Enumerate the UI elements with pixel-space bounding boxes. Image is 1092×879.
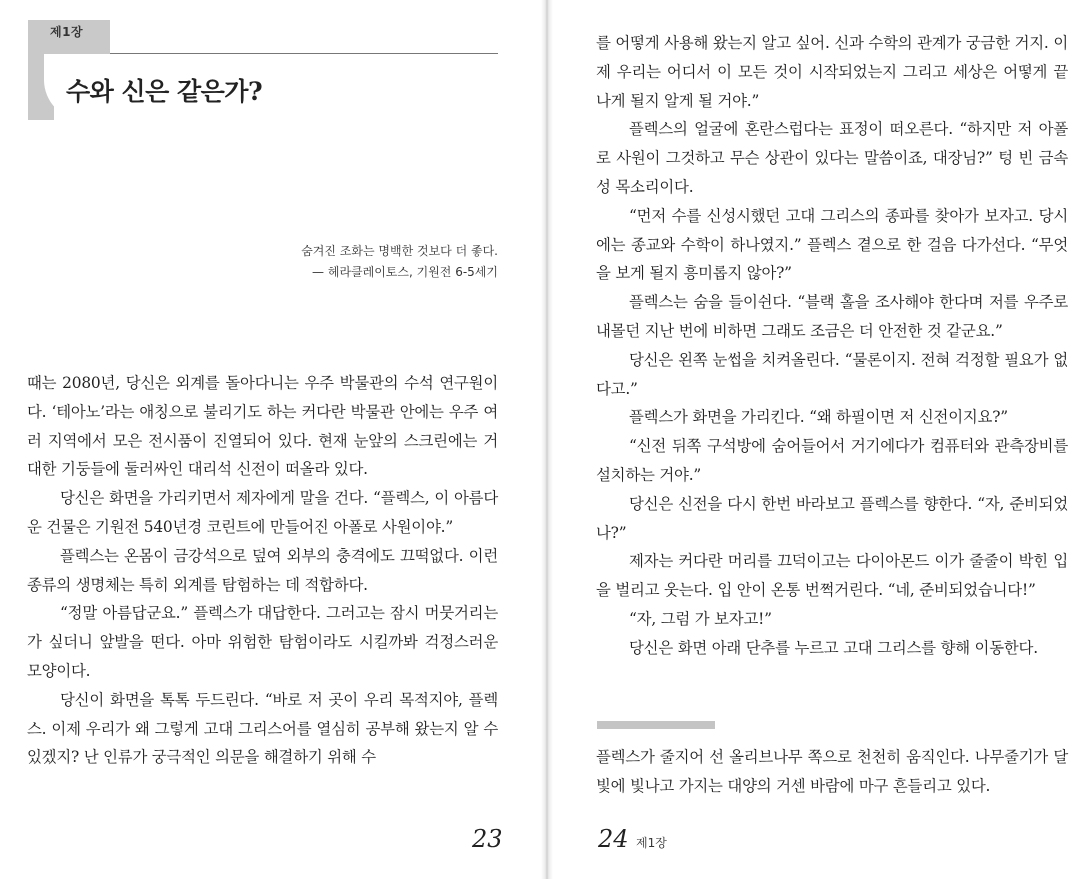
paragraph: “자, 그럼 가 보자고!” bbox=[629, 609, 772, 628]
paragraph: 플렉스가 화면을 가리킨다. “왜 하필이면 저 신전이지요?” bbox=[629, 408, 1008, 427]
running-head: 제1장 bbox=[636, 836, 667, 850]
chapter-label: 제1장 bbox=[50, 25, 84, 39]
paragraph: 플렉스는 온몸이 금강석으로 덮여 외부의 충격에도 끄떡없다. 이런 종류의 생명체는 특히 외계를 탐험하는 데 적합하다. bbox=[27, 546, 498, 594]
left-body-text bbox=[27, 369, 498, 772]
paragraph: 당신은 왼쪽 눈썹을 치켜올린다. “물론이지. 전혀 걱정할 필요가 없다고.” bbox=[596, 350, 1068, 398]
epigraph-quote: 숨겨진 조화는 명백한 것보다 더 좋다. bbox=[301, 244, 498, 258]
right-body-text-section2 bbox=[596, 743, 1068, 801]
left-page bbox=[0, 0, 541, 879]
paragraph: 당신이 화면을 톡톡 두드린다. “바로 저 곳이 우리 목적지야, 플렉스. 이제 우리가 왜 그렇게 고대 그리스어를 열심히 공부해 왔는지 알 수 있겠지? 난 인류가 궁극적인 의문을 해결하기 위해 수 bbox=[27, 690, 498, 767]
paragraph: 당신은 화면 아래 단추를 누르고 고대 그리스를 향해 이동한다. bbox=[629, 638, 1038, 657]
paragraph: 당신은 화면을 가리키면서 제자에게 말을 건다. “플렉스, 이 아름다운 건물은 기원전 540년경 코린트에 만들어진 아폴로 사원이야.” bbox=[27, 489, 498, 536]
section-separator bbox=[597, 721, 715, 729]
paragraph: “먼저 수를 신성시했던 고대 그리스의 종파를 찾아가 보자고. 당시에는 종교와 수학이 하나였지.” 플렉스 곁으로 한 걸음 다가선다. “무엇을 보게 될지 흥미롭지 않아?” bbox=[596, 206, 1068, 283]
paragraph: 플렉스는 숨을 들이쉰다. “블랙 홀을 조사해야 한다며 저를 우주로 내몰던 지난 번에 비하면 그래도 조금은 더 안전한 것 같군요.” bbox=[596, 293, 1068, 340]
book-gutter bbox=[541, 0, 553, 879]
paragraph: 를 어떻게 사용해 왔는지 알고 싶어. 신과 수학의 관계가 궁금한 거지. 이제 우리는 어디서 이 모든 것이 시작되었는지 그리고 세상은 어떻게 끝나게 될지 알게 될 거야.” bbox=[596, 34, 1068, 110]
chapter-title: 수와 신은 같은가? bbox=[66, 77, 263, 106]
paragraph: “신전 뒤쪽 구석방에 숨어들어서 거기에다가 컴퓨터와 관측장비를 설치하는 거야.” bbox=[596, 437, 1068, 484]
paragraph: 플렉스의 얼굴에 혼란스럽다는 표정이 떠오른다. “하지만 저 아폴로 사원이 그것하고 무슨 상관이 있다는 말씀이죠, 대장님?” 텅 빈 금속성 목소리이다. bbox=[596, 120, 1068, 196]
page-number: 23 bbox=[472, 825, 503, 853]
epigraph-attribution: — 헤라클레이토스, 기원전 6-5세기 bbox=[312, 265, 498, 279]
paragraph: 플렉스가 줄지어 선 올리브나무 쪽으로 천천히 움직인다. 나무줄기가 달빛에 빛나고 가지는 대양의 거센 바람에 마구 흔들리고 있다. bbox=[596, 748, 1068, 795]
page-number: 24 bbox=[598, 825, 629, 853]
right-body-text bbox=[596, 29, 1068, 663]
paragraph: “정말 아름답군요.” 플렉스가 대답한다. 그러고는 잠시 머뭇거리는가 싶더니 앞발을 떤다. 아마 위험한 탐험이라도 시킬까봐 걱정스러운 모양이다. bbox=[27, 604, 498, 680]
epigraph bbox=[301, 241, 498, 283]
paragraph: 제자는 커다란 머리를 끄덕이고는 다이아몬드 이가 줄줄이 박힌 입을 벌리고 웃는다. 입 안이 온통 번쩍거린다. “네, 준비되었습니다!” bbox=[596, 552, 1068, 600]
paragraph: 당신은 신전을 다시 한번 바라보고 플렉스를 향한다. “자, 준비되었나?” bbox=[596, 494, 1068, 542]
paragraph: 때는 2080년, 당신은 외계를 돌아다니는 우주 박물관의 수석 연구원이다. ‘테아노’라는 애칭으로 불리기도 하는 커다란 박물관 안에는 우주 여러 지역에서 모은 전시품이 진열되어 있다. 현재 눈앞의 스크린에는 거대한 기둥들에 둘러싸인 대리석 신전이 떠올라 있다. bbox=[27, 374, 498, 479]
